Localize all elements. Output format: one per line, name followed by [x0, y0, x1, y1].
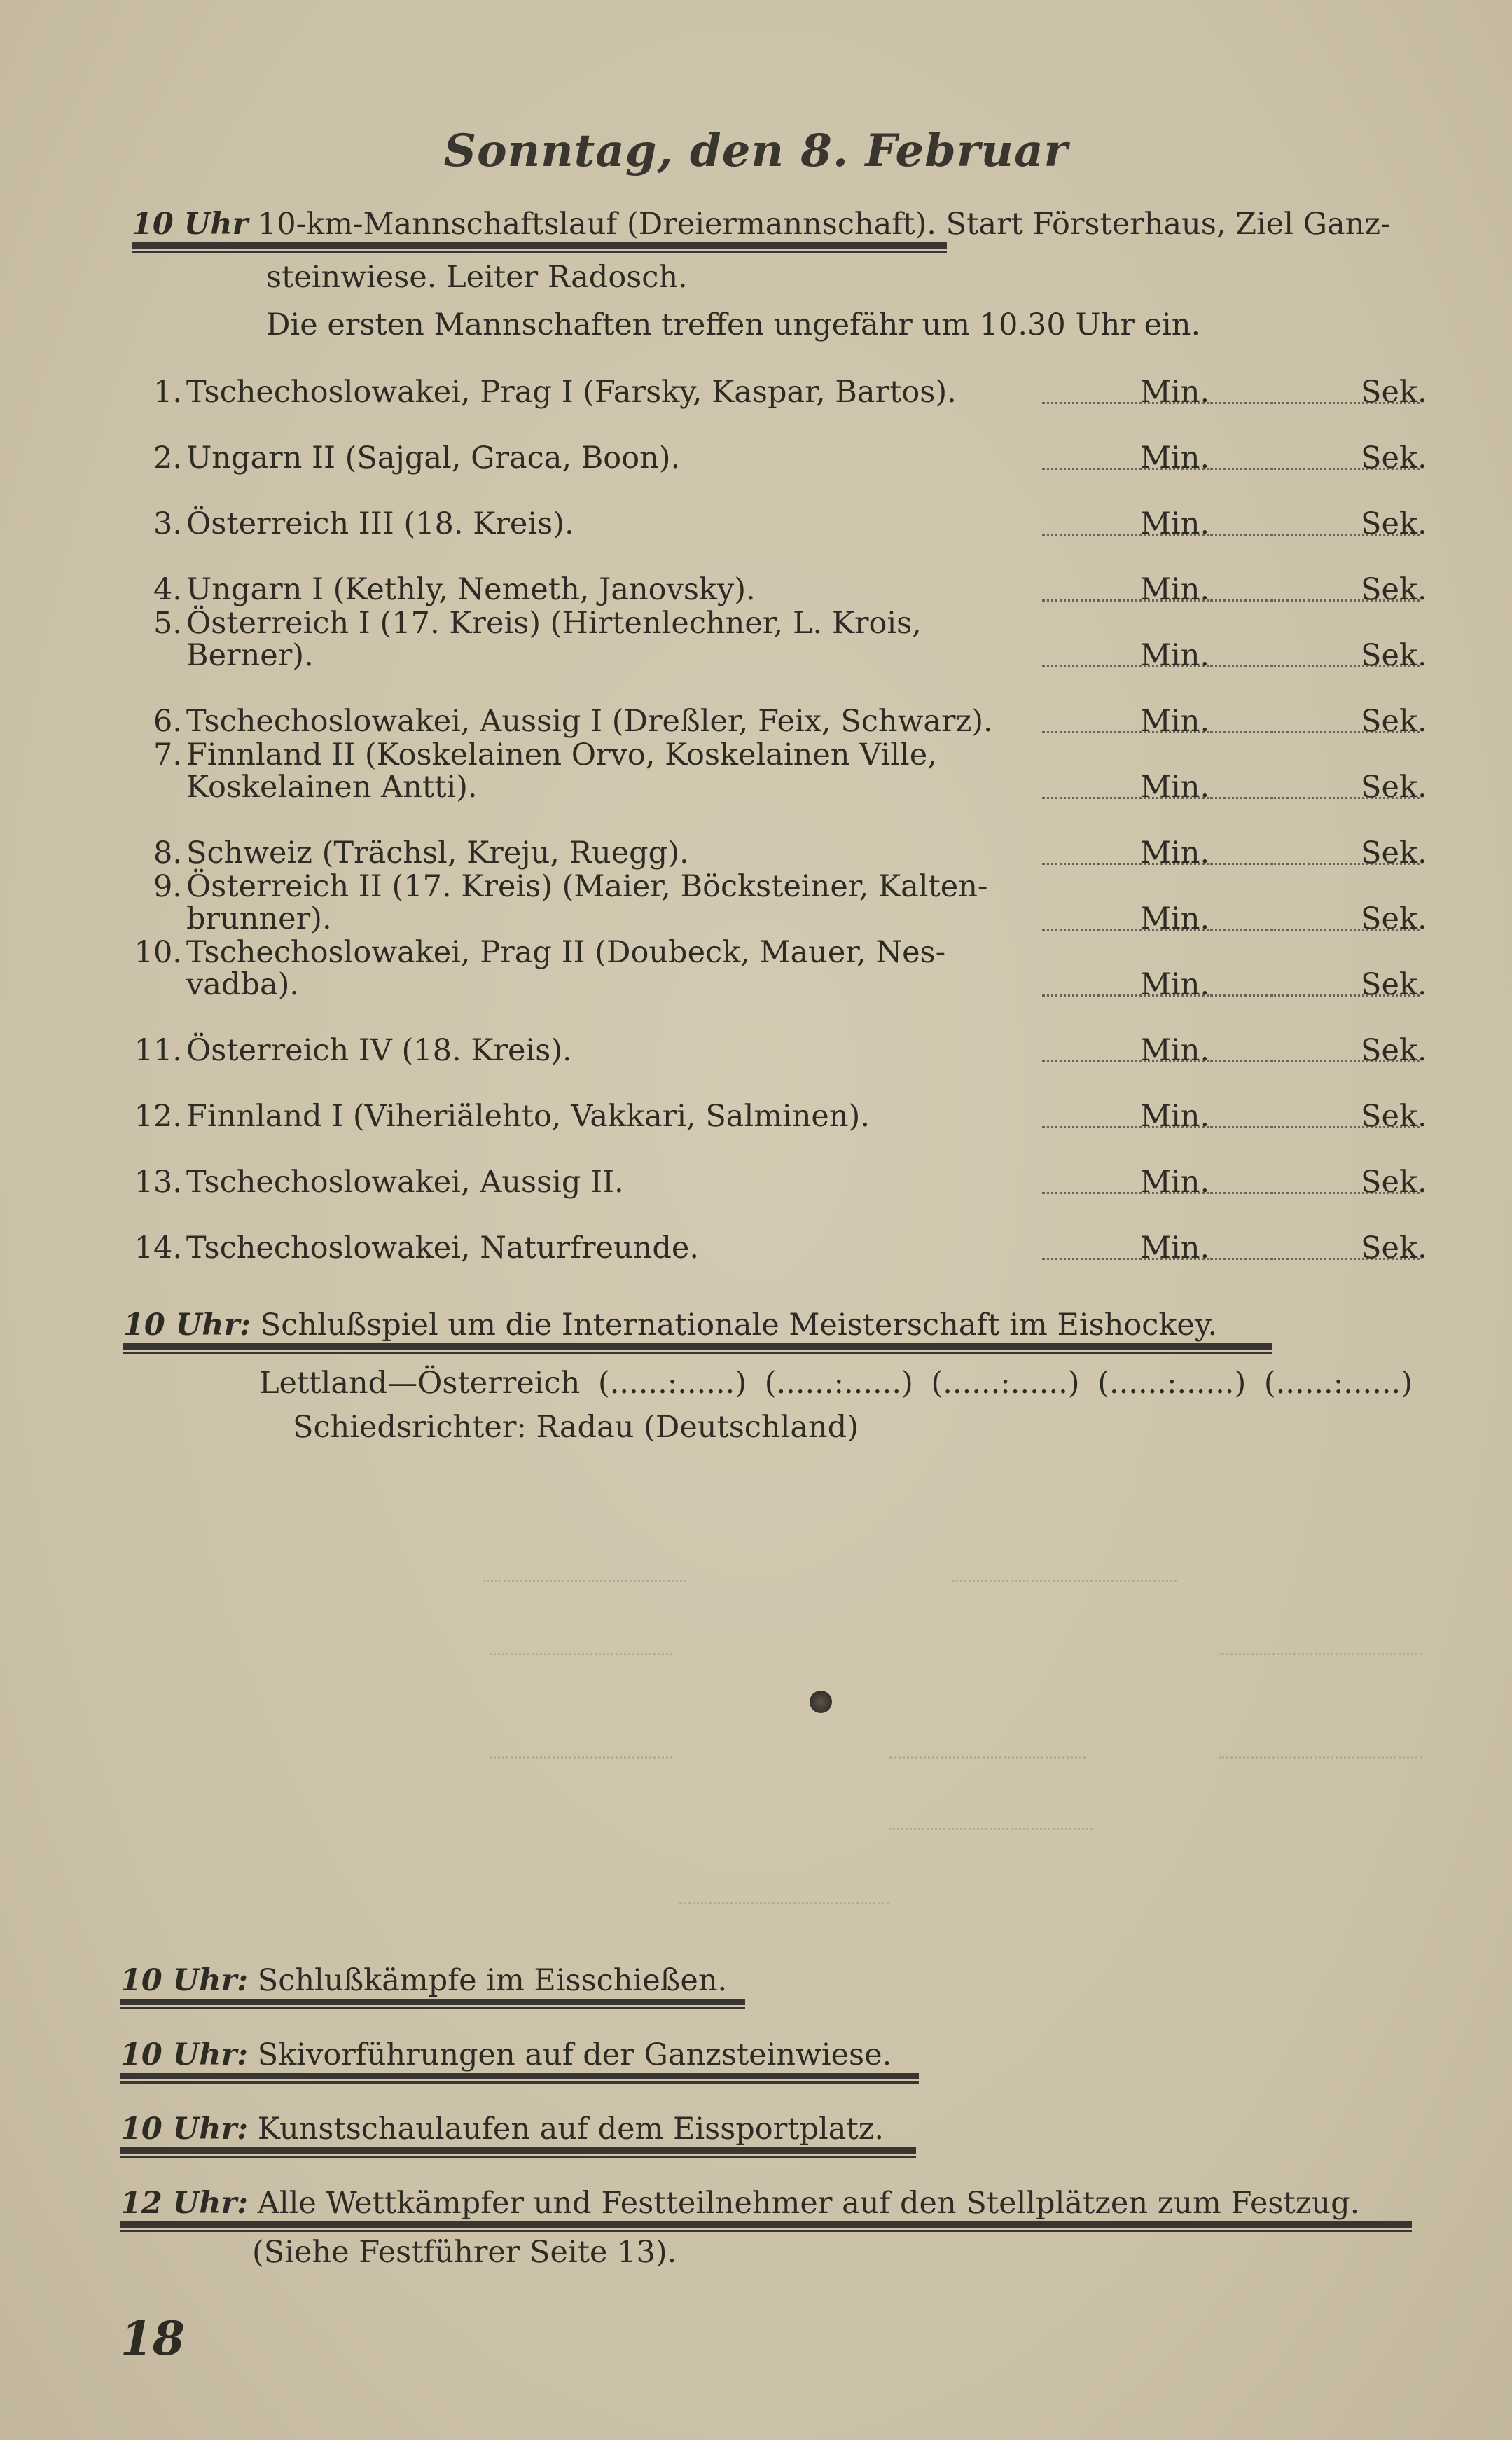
- team-number: 10.: [134, 935, 182, 970]
- event-time: 12 Uhr:: [120, 2186, 249, 2221]
- hockey-time: 10 Uhr:: [123, 1308, 251, 1343]
- team-name: Tschechoslowakei, Prag II (Doubeck, Mauer, Nes-: [186, 935, 946, 970]
- team-number: 2.: [153, 441, 182, 476]
- team-row: [132, 1161, 1427, 1203]
- minutes-label: Min.: [1140, 770, 1210, 805]
- period-score-slot: (......:......): [764, 1366, 913, 1401]
- event-underline: [120, 2221, 1412, 2230]
- seconds-label: Sek.: [1361, 770, 1427, 805]
- race-title: 10-km-Mannschaftslauf (Dreiermannschaft).: [257, 207, 936, 242]
- event-underline: [120, 2073, 919, 2081]
- team-number: 4.: [153, 572, 182, 607]
- seconds-label: Sek.: [1361, 704, 1427, 739]
- hockey-referee: Schiedsrichter: Radau (Deutschland): [293, 1410, 859, 1445]
- blank-line: [1219, 1756, 1422, 1759]
- seconds-label: Sek.: [1361, 375, 1427, 410]
- team-name-continued: Berner).: [186, 638, 314, 673]
- blank-line: [952, 1580, 1177, 1582]
- team-row: [132, 964, 1427, 1006]
- hockey-title: Schlußspiel um die Internationale Meisterschaft im Eishockey.: [260, 1308, 1218, 1343]
- event-time: 10 Uhr:: [120, 2037, 249, 2072]
- minutes-label: Min.: [1140, 901, 1210, 936]
- minutes-label: Min.: [1140, 441, 1210, 476]
- period-score-slot: (......:......): [931, 1366, 1080, 1401]
- team-row: [132, 635, 1427, 677]
- team-number: 3.: [153, 506, 182, 541]
- team-number: 8.: [153, 836, 182, 871]
- team-name: Ungarn II (Sajgal, Graca, Boon).: [186, 441, 681, 476]
- minutes-label: Min.: [1140, 1165, 1210, 1200]
- ornament-dot: [810, 1691, 832, 1713]
- team-name-continued: vadba).: [186, 967, 300, 1002]
- team-name-continued: brunner).: [186, 901, 332, 936]
- event-line: [120, 2108, 884, 2150]
- period-score-slot: (......:......): [1097, 1366, 1247, 1401]
- team-number: 5.: [153, 606, 182, 641]
- team-name: Finnland I (Viheriälehto, Vakkari, Salminen).: [186, 1099, 871, 1134]
- event-text: Schlußkämpfe im Eisschießen.: [257, 1963, 728, 1998]
- event-time: 10 Uhr:: [120, 2112, 249, 2147]
- hockey-match-line: [259, 1362, 1413, 1404]
- blank-line: [490, 1756, 672, 1759]
- minutes-label: Min.: [1140, 1099, 1210, 1134]
- section-race-heading: [132, 203, 1391, 245]
- team-name: Österreich IV (18. Kreis).: [186, 1033, 572, 1068]
- minutes-label: Min.: [1140, 375, 1210, 410]
- event-underline: [120, 2147, 916, 2156]
- team-name: Finnland II (Koskelainen Orvo, Koskelainen Ville,: [186, 737, 937, 772]
- event-line: [120, 1960, 727, 2002]
- section-hockey-heading: [123, 1304, 1217, 1346]
- team-number: 12.: [134, 1099, 182, 1134]
- team-row: [132, 1030, 1427, 1072]
- team-row: [132, 766, 1427, 808]
- seconds-label: Sek.: [1361, 1231, 1427, 1266]
- team-name: Tschechoslowakei, Naturfreunde.: [186, 1231, 699, 1266]
- event-underline: [120, 1999, 745, 2007]
- race-detail-line-3: Die ersten Mannschaften treffen ungefähr um 10.30 Uhr ein.: [266, 307, 1201, 342]
- minutes-label: Min.: [1140, 1231, 1210, 1266]
- seconds-label: Sek.: [1361, 1099, 1427, 1134]
- team-row: [132, 437, 1427, 479]
- event-text: Kunstschaulaufen auf dem Eissportplatz.: [257, 2112, 885, 2147]
- race-underline: [132, 242, 947, 251]
- team-name: Ungarn I (Kethly, Nemeth, Janovsky).: [186, 572, 756, 607]
- page-number: 18: [120, 2311, 185, 2366]
- seconds-label: Sek.: [1361, 1033, 1427, 1068]
- team-name: Schweiz (Trächsl, Kreju, Ruegg).: [186, 836, 689, 871]
- team-row: [132, 1227, 1427, 1269]
- team-row: [132, 503, 1427, 545]
- event-note: (Siehe Festführer Seite 13).: [252, 2235, 677, 2270]
- seconds-label: Sek.: [1361, 901, 1427, 936]
- seconds-label: Sek.: [1361, 1165, 1427, 1200]
- minutes-label: Min.: [1140, 506, 1210, 541]
- seconds-label: Sek.: [1361, 638, 1427, 673]
- blank-line: [483, 1580, 686, 1582]
- period-score-slot: (......:......): [597, 1366, 747, 1401]
- event-text: Alle Wettkämpfer und Festteilnehmer auf den Stellplätzen zum Festzug.: [257, 2186, 1360, 2221]
- team-number: 1.: [153, 375, 182, 410]
- team-number: 6.: [153, 704, 182, 739]
- seconds-label: Sek.: [1361, 441, 1427, 476]
- race-time: 10 Uhr: [132, 207, 249, 242]
- team-number: 11.: [134, 1033, 182, 1068]
- race-detail-line-2: steinwiese. Leiter Radosch.: [266, 260, 688, 295]
- event-line: [120, 2182, 1359, 2224]
- team-name: Tschechoslowakei, Aussig I (Dreßler, Feix, Schwarz).: [186, 704, 993, 739]
- minutes-label: Min.: [1140, 704, 1210, 739]
- blank-line: [679, 1902, 889, 1904]
- blank-line: [490, 1653, 672, 1655]
- page-title: Sonntag, den 8. Februar: [443, 125, 1069, 177]
- event-line: [120, 2034, 892, 2076]
- seconds-label: Sek.: [1361, 967, 1427, 1002]
- event-time: 10 Uhr:: [120, 1963, 249, 1998]
- minutes-label: Min.: [1140, 638, 1210, 673]
- team-row: [132, 371, 1427, 413]
- team-row: [132, 1095, 1427, 1137]
- team-name-continued: Koskelainen Antti).: [186, 770, 478, 805]
- team-name: Österreich II (17. Kreis) (Maier, Böcksteiner, Kalten-: [186, 869, 988, 904]
- hockey-underline: [123, 1343, 1272, 1352]
- team-number: 7.: [153, 737, 182, 772]
- seconds-label: Sek.: [1361, 836, 1427, 871]
- team-number: 14.: [134, 1231, 182, 1266]
- blank-line: [889, 1828, 1093, 1830]
- minutes-label: Min.: [1140, 836, 1210, 871]
- minutes-label: Min.: [1140, 572, 1210, 607]
- team-name: Tschechoslowakei, Aussig II.: [186, 1165, 624, 1200]
- match-teams: Lettland—Österreich: [259, 1366, 581, 1401]
- race-details: Start Försterhaus, Ziel Ganz-: [945, 207, 1391, 242]
- team-name: Österreich I (17. Kreis) (Hirtenlechner, L. Krois,: [186, 606, 922, 641]
- blank-line: [1219, 1653, 1422, 1655]
- team-name: Österreich III (18. Kreis).: [186, 506, 574, 541]
- seconds-label: Sek.: [1361, 572, 1427, 607]
- event-text: Skivorführungen auf der Ganzsteinwiese.: [257, 2037, 892, 2072]
- seconds-label: Sek.: [1361, 506, 1427, 541]
- blank-line: [889, 1756, 1086, 1759]
- team-name: Tschechoslowakei, Prag I (Farsky, Kaspar, Bartos).: [186, 375, 957, 410]
- team-number: 13.: [134, 1165, 182, 1200]
- minutes-label: Min.: [1140, 967, 1210, 1002]
- minutes-label: Min.: [1140, 1033, 1210, 1068]
- team-number: 9.: [153, 869, 182, 904]
- period-score-slot: (......:......): [1263, 1366, 1413, 1401]
